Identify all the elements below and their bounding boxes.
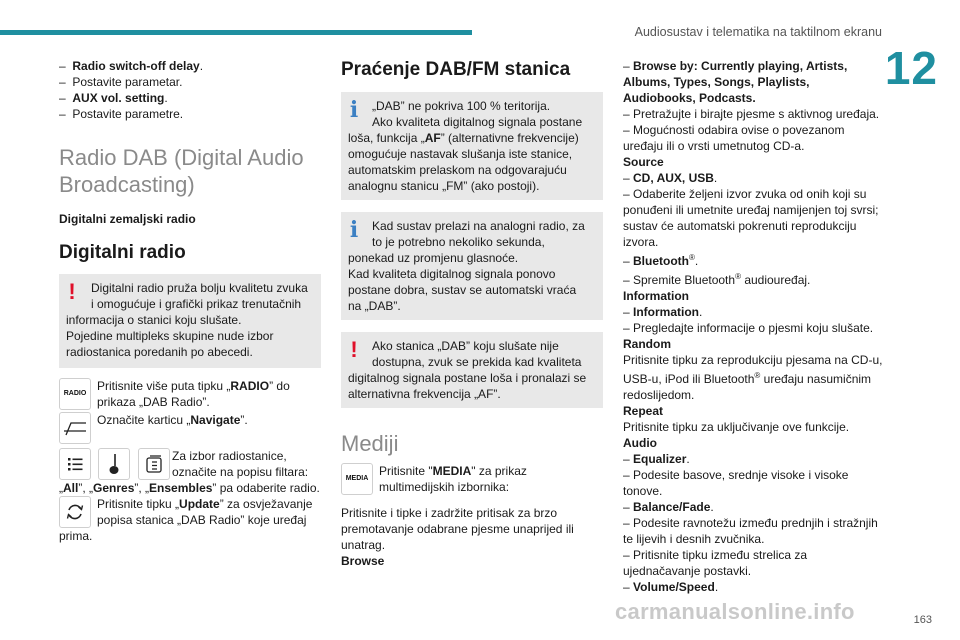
filter-list-text: „All”, „Genres”, „Ensembles” pa odaberite radio. [59, 481, 320, 495]
step-filters: Za izbor radiostanice, označite na popisu filtara: [59, 448, 321, 480]
media-button-icon[interactable]: MEDIA [341, 463, 373, 495]
step-update: Pritisnite tipku „Update” za osvježavanje popisa stanica „DAB Radio” koje uređaj [59, 496, 321, 528]
radio-button-icon[interactable]: RADIO [59, 378, 91, 410]
list-item: – Postavite parametar. [59, 75, 183, 89]
page-header-title: Audiosustav i telematika na taktilnom ekranu [634, 25, 882, 39]
column-3: – Browse by: Currently playing, Artists, Albums, Types, Songs, Playlists, Audiobooks, Podcasts. – Pretražujte i birajte pjesme s aktivnog uređaja. – Mogućnosti odabira ovise o povezanom uređaju ili o vrsti umetnutog CD-a. Source – CD, AUX, USB. – Odaberite željeni izvor zvuka od onih koji su ponuđeni ili umetnite uređaj namijenjen toj svrsi; sustav će automatski pokrenuti reprodukciju izvora. – Bluetooth®. – Spremite Bluetooth® audiouređaj. Information – Information. – Pregledajte informacije o pjesmi koju slušate. Random Pritisnite tipku za reprodukciju pjesama na CD-u, USB-u, iPod ili Bluetooth® uređaju nasumičnim redoslijedom. Repeat Pritisnite tipku za uključivanje ove funkcije. Audio – Equalizer. – Podesite basove, srednje visoke i visoke tonove. – Balance/Fade. – Podesite ravnotežu između prednjih i stražnjih te lijevih i desnih zvučnika. – Pritisnite tipku između strelica za ujednačavanje postavki. – Volume/Speed. [623, 59, 883, 594]
step-navigate: Označite karticu „Navigate”. [59, 412, 321, 448]
exclamation-icon: ! [68, 279, 76, 304]
refresh-icon[interactable] [59, 496, 91, 528]
step-radio: RADIO Pritisnite više puta tipku „RADIO” do prikaza „DAB Radio”. [59, 378, 321, 412]
genre-guitar-icon[interactable] [98, 448, 130, 480]
watermark: carmanualsonline.info [615, 599, 855, 624]
media-paragraph: Pritisnite i tipke i zadržite pritisak za brzo premotavanje odabrane pjesme unaprijed ili unatrag. Browse [341, 506, 574, 568]
step-media: MEDIA Pritisnite "MEDIA" za prikaz multimedijskih izbornika: [341, 463, 603, 499]
section-title-media: Mediji [341, 431, 399, 456]
exclamation-icon: ! [350, 337, 358, 362]
warning-note: ! Ako stanica „DAB” koju slušate nije dostupna, zvuk se prekida kad kvaliteta digitalnog signala postane loša i pronalazi se alternativna frekvencija „AF”. [341, 332, 603, 408]
warning-note: ! Digitalni radio pruža bolju kvalitetu zvuka i omogućuje i grafički prikaz trenutačnih informacija o stanici koju slušate. Pojedine multipleks skupine nude izbor radiostanica poredanih po abecedi. [59, 274, 321, 368]
info-note-1: i „DAB” ne pokriva 100 % teritorija. Ako kvaliteta digitalnog signala postane loša, funkcija „AF” (alternativne frekvencije) omogućuje nastavak slušanja iste stanice, automatskim prelaskom na odgovarajuću analognu stanicu „FM” (ako postoji). [341, 92, 603, 200]
page-number: 163 [913, 614, 932, 626]
heading-dab-fm: Praćenje DAB/FM stanica [341, 59, 571, 80]
subtitle: Digitalni zemaljski radio [59, 212, 196, 226]
heading-digital-radio: Digitalni radio [59, 242, 186, 263]
ensemble-icon[interactable] [138, 448, 170, 480]
section-title-dab: Radio DAB (Digital Audio Broadcasting) [59, 145, 304, 197]
list-item: – Postavite parametre. [59, 107, 184, 121]
column-2 [341, 58, 603, 569]
header-accent-bar [0, 30, 472, 35]
navigate-tab-icon[interactable] [59, 412, 91, 444]
info-note-2: i Kad sustav prelazi na analogni radio, za to je potrebno nekoliko sekunda, ponekad uz promjenu glasnoće. Kad kvaliteta digitalnog signala ponovo postane dobra, sustav se automatski vraća na „DAB”. [341, 212, 603, 320]
info-icon: i [349, 97, 359, 123]
info-icon: i [349, 217, 359, 243]
list-item: – Radio switch-off delay. [59, 59, 204, 73]
list-icon[interactable] [59, 448, 91, 480]
settings-list [59, 58, 321, 122]
step-update-end: prima. [59, 529, 93, 543]
list-item: – AUX vol. setting. [59, 91, 168, 105]
column-1 [59, 58, 321, 544]
chapter-number: 12 [884, 42, 938, 94]
